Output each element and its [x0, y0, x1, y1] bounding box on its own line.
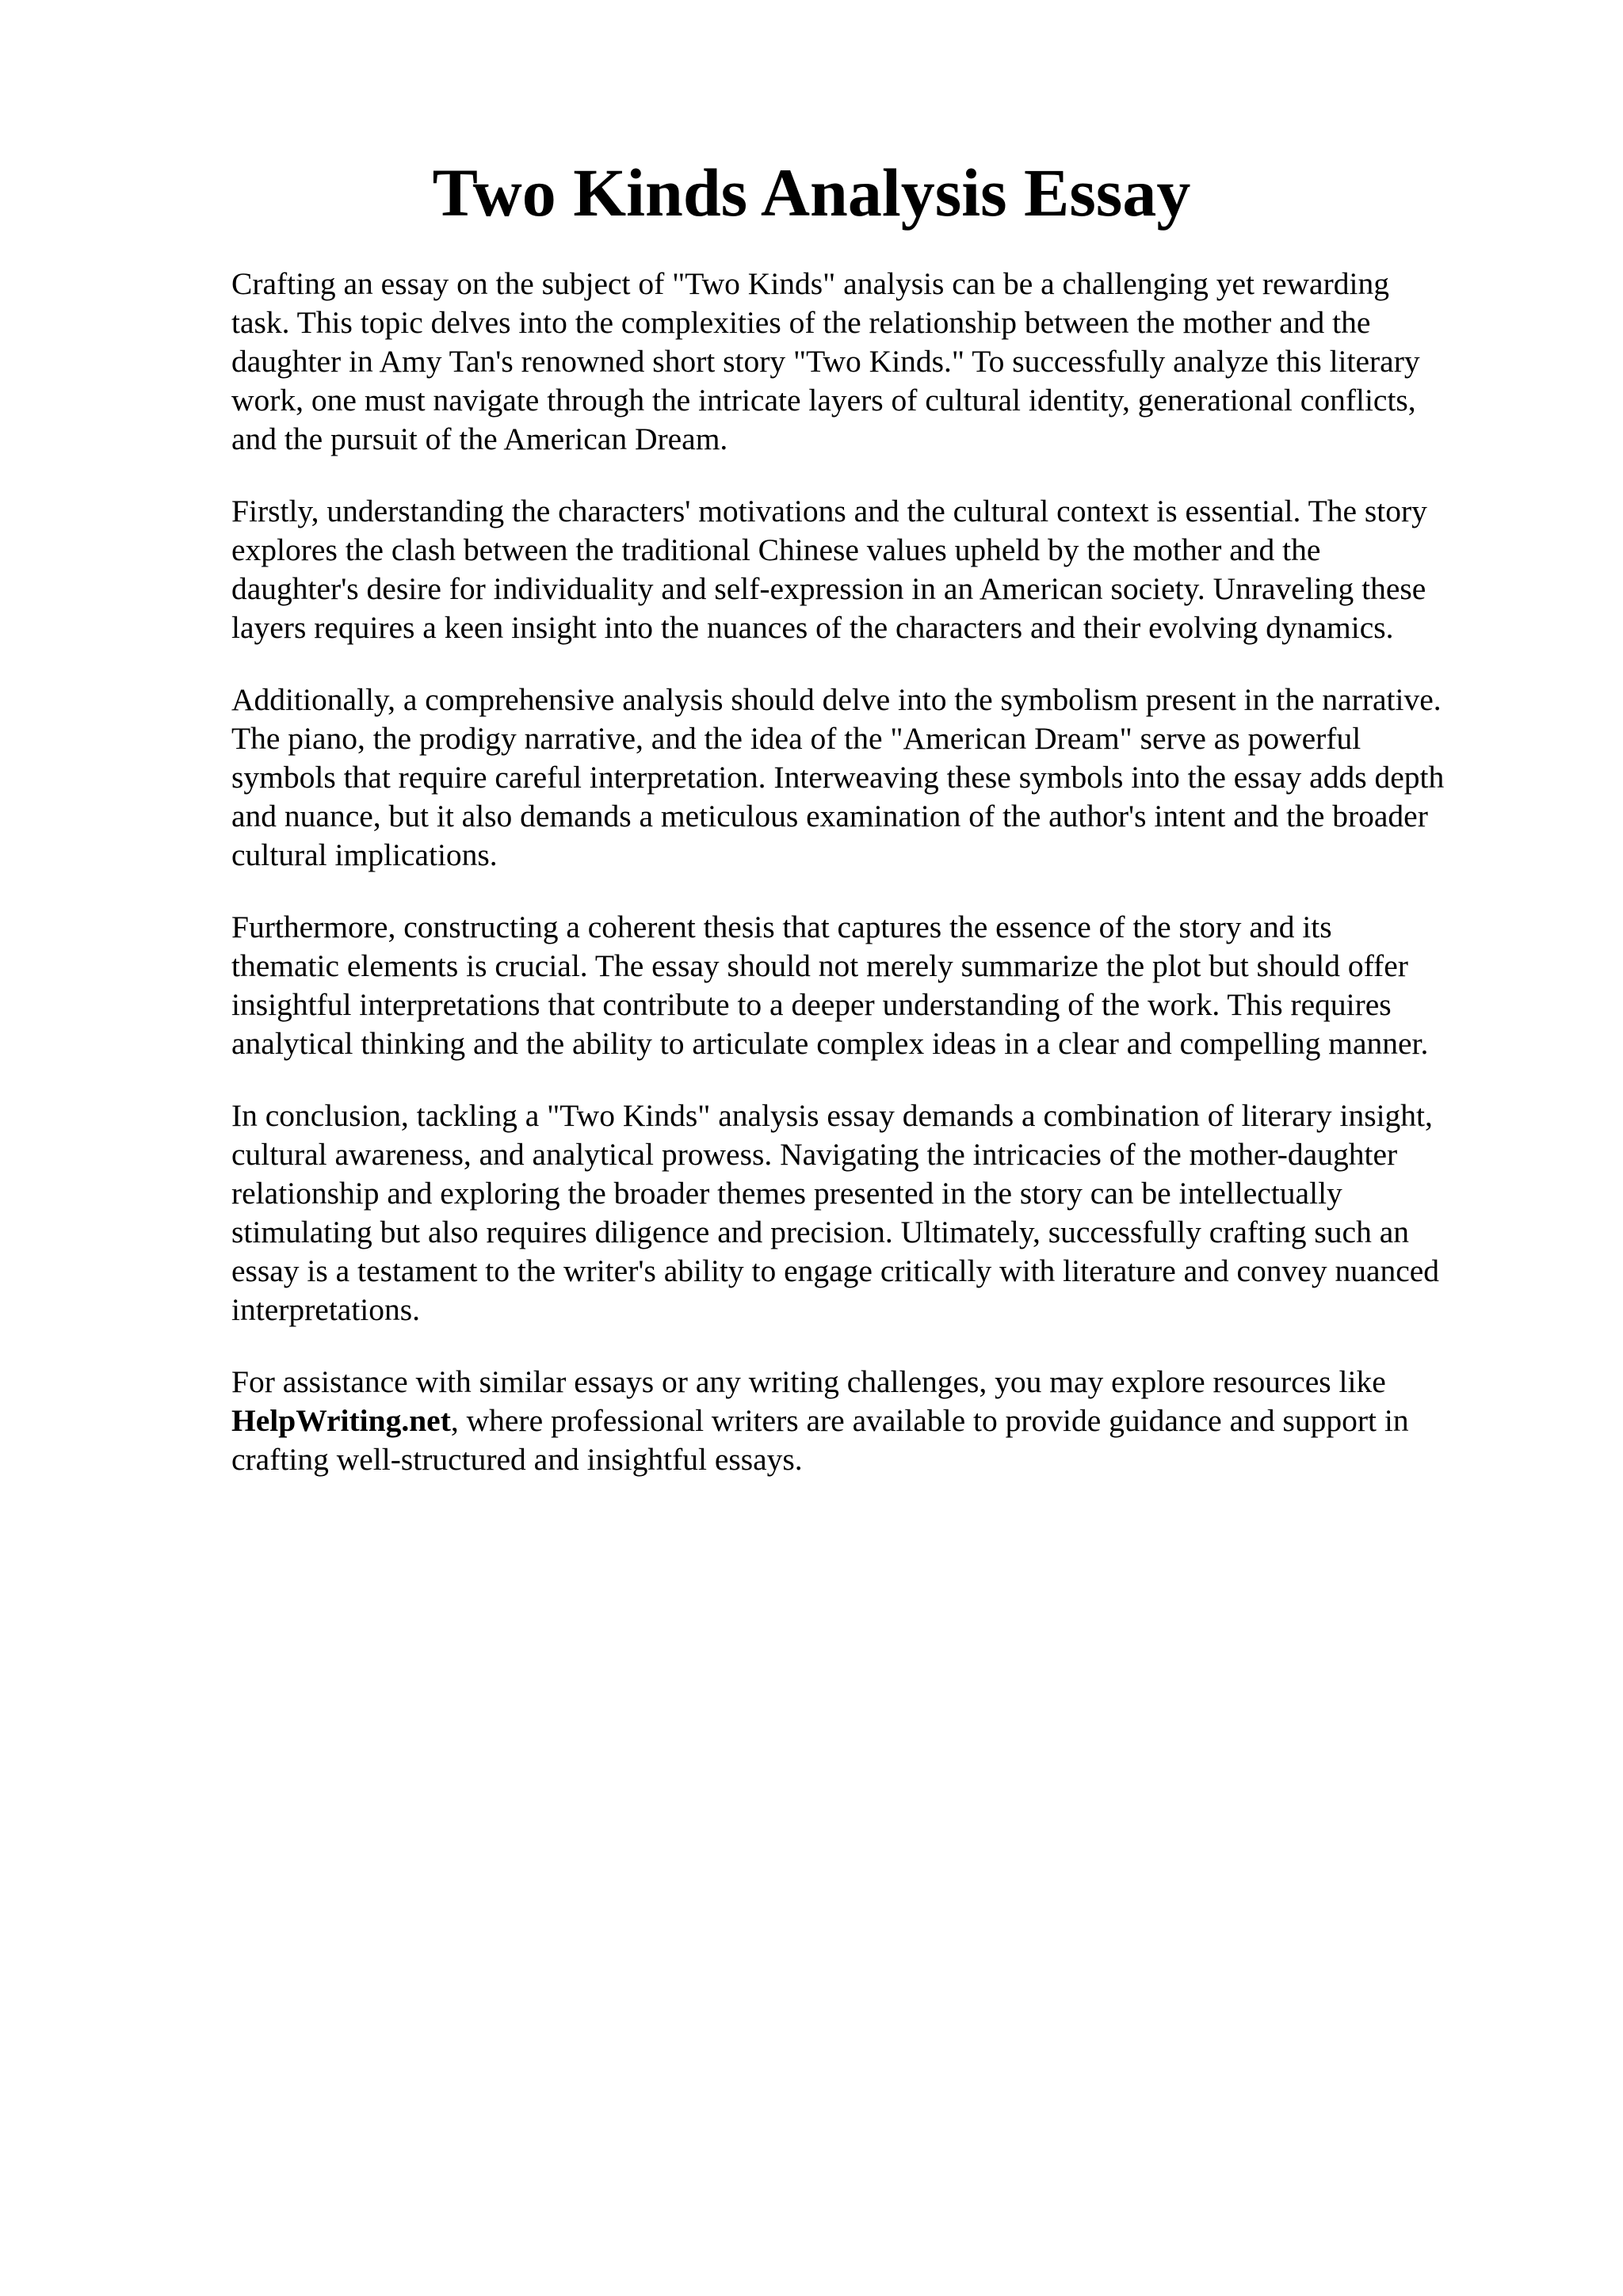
paragraph-symbolism: [231, 681, 1515, 875]
text-line: thematic elements is crucial. The essay should not merely summarize the plot but should offer: [231, 948, 1408, 983]
paragraph-closing: [231, 1363, 1515, 1479]
text-line: Furthermore, constructing a coherent thesis that captures the essence of the story and its: [231, 910, 1332, 944]
text-line: stimulating but also requires diligence and precision. Ultimately, successfully crafting such an: [231, 1215, 1409, 1249]
text-line: interpretations.: [231, 1292, 421, 1327]
text-line: In conclusion, tackling a "Two Kinds" analysis essay demands a combination of literary insight,: [231, 1098, 1433, 1133]
essay-body: [231, 265, 1515, 1512]
text-line: essay is a testament to the writer's ability to engage critically with literature and convey nuanced: [231, 1253, 1440, 1288]
text-line: Additionally, a comprehensive analysis should delve into the symbolism present in the narrative.: [231, 682, 1442, 717]
text-line: Crafting an essay on the subject of "Two Kinds" analysis can be a challenging yet rewarding: [231, 266, 1389, 301]
text-line: cultural awareness, and analytical prowess. Navigating the intricacies of the mother-daughter: [231, 1137, 1398, 1172]
document-title: Two Kinds Analysis Essay: [432, 154, 1191, 231]
text-line: crafting well-structured and insightful essays.: [231, 1442, 803, 1477]
text-line: analytical thinking and the ability to articulate complex ideas in a clear and compelling manner.: [231, 1026, 1429, 1061]
text-line: and nuance, but it also demands a meticulous examination of the author's intent and the broader: [231, 799, 1428, 833]
text-line: explores the clash between the traditional Chinese values upheld by the mother and the: [231, 532, 1321, 567]
paragraph-introduction: [231, 265, 1515, 459]
text-line: The piano, the prodigy narrative, and the idea of the "American Dream" serve as powerful: [231, 721, 1361, 756]
text-line: Firstly, understanding the characters' motivations and the cultural context is essential. The story: [231, 494, 1427, 528]
text-line: daughter's desire for individuality and self-expression in an American society. Unraveling these: [231, 571, 1426, 606]
text-line: daughter in Amy Tan's renowned short story "Two Kinds." To successfully analyze this literary: [231, 344, 1420, 379]
paragraph-conclusion: [231, 1097, 1515, 1329]
text-line: task. This topic delves into the complexities of the relationship between the mother and the: [231, 305, 1371, 340]
closing-continuation: , where professional writers are available to provide guidance and support in: [450, 1403, 1409, 1438]
text-line: and the pursuit of the American Dream.: [231, 421, 728, 456]
paragraph-thesis: [231, 908, 1515, 1063]
text-line: work, one must navigate through the intricate layers of cultural identity, generational conflicts,: [231, 383, 1416, 418]
helpwriting-brand-name: HelpWriting.net: [231, 1403, 451, 1438]
text-line: For assistance with similar essays or any writing challenges, you may explore resources like: [231, 1364, 1386, 1399]
text-line: symbols that require careful interpretation. Interweaving these symbols into the essay adds depth: [231, 760, 1445, 795]
text-line: [231, 1402, 1515, 1440]
text-line: insightful interpretations that contribute to a deeper understanding of the work. This requires: [231, 987, 1392, 1022]
text-line: cultural implications.: [231, 837, 498, 872]
paragraph-characters: [231, 492, 1515, 647]
text-line: layers requires a keen insight into the nuances of the characters and their evolving dynamics.: [231, 610, 1394, 645]
text-line: relationship and exploring the broader themes presented in the story can be intellectually: [231, 1176, 1342, 1211]
